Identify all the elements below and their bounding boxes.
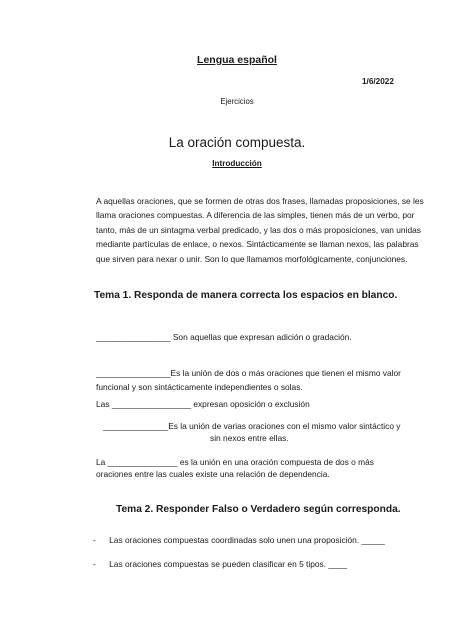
bullet-dash: -: [93, 559, 96, 569]
intro-line: tanto, más de un sintagma verbal predicado, y las dos o más proposiciones, van unidas: [96, 224, 421, 235]
tema1-question-4-line2: sin nexos entre ellas.: [210, 433, 289, 443]
doc-title: Lengua español: [197, 54, 277, 66]
tema1-question-2-line2: funcional y son sintácticamente independientes o solas.: [96, 382, 303, 392]
intro-line: llama oraciones compuestas. A diferencia de las simples, tienen más de un verbo, por: [96, 210, 415, 221]
tema1-question-5-line2: oraciones entre las cuales existe una relación de dependencia.: [96, 469, 330, 479]
tema2-item-text: Las oraciones compuestas se pueden clasificar en 5 tipos. ____: [109, 559, 348, 569]
intro-line: que sirven para nexar o unir. Son lo que llamamos morfológicamente, conjunciones.: [96, 253, 408, 264]
tema1-question-4-line1: ______________Es la unión de varias oraciones con el mismo valor sintáctico y: [103, 421, 401, 431]
tema2-title: Tema 2. Responder Falso o Verdadero según corresponda.: [116, 504, 401, 515]
tema1-question-1: ________________ Son aquellas que expresan adición o gradación.: [96, 332, 352, 342]
tema2-item: [93, 557, 347, 571]
intro-line: A aquellas oraciones, que se formen de otras dos frases, llamadas proposiciones, se les: [96, 196, 424, 206]
section-heading: Introducción: [212, 159, 262, 168]
intro-paragraph: [96, 194, 436, 266]
tema2-item-text: Las oraciones compuestas coordinadas solo unen una proposición. _____: [109, 535, 385, 545]
tema2-item: [93, 533, 385, 547]
doc-date: 1/6/2022: [362, 77, 394, 86]
tema1-question-2-line1: ________________Es la unión de dos o más oraciones que tienen el mismo valor: [96, 368, 401, 378]
doc-subtitle: Ejercicios: [220, 97, 254, 106]
intro-line: mediante partículas de enlace, o nexos. Sintácticamente se llaman nexos, las palabras: [96, 239, 419, 250]
bullet-dash: -: [93, 535, 96, 545]
main-heading: La oración compuesta.: [168, 135, 306, 150]
tema1-question-5-line1: La _______________ es la unión en una oración compuesta de dos o más: [96, 457, 374, 467]
tema1-title: Tema 1. Responda de manera correcta los espacios en blanco.: [94, 290, 398, 301]
tema1-question-3: Las _________________ expresan oposición o exclusión: [96, 399, 310, 409]
